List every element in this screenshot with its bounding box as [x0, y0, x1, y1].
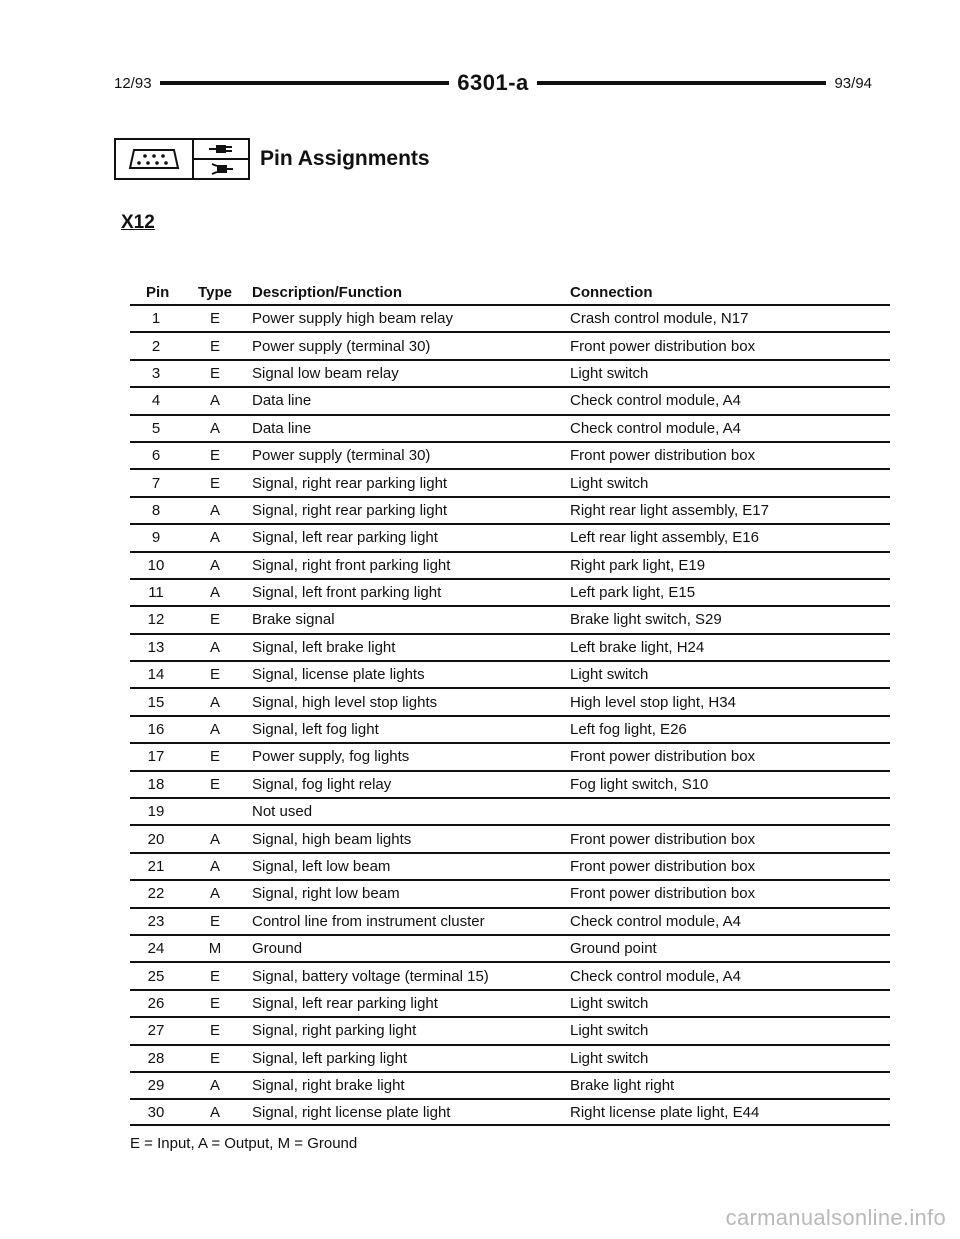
type-cell: A [209, 501, 220, 519]
type-cell: E [209, 748, 220, 766]
connection-cell: Left rear light assembly, E16 [570, 529, 759, 547]
table-row [130, 468, 890, 495]
connection-cell: Left fog light, E26 [570, 721, 687, 739]
column-header-connection: Connection [570, 283, 653, 301]
description-cell: Signal, right low beam [252, 885, 400, 903]
connection-cell: Check control module, A4 [570, 912, 741, 930]
connection-cell: Light switch [570, 994, 649, 1012]
connection-cell: Check control module, A4 [570, 967, 741, 985]
type-cell: A [209, 830, 220, 848]
connection-cell: Fog light switch, S10 [570, 775, 709, 793]
pin-cell: 28 [147, 1049, 165, 1067]
table-row [130, 1098, 890, 1125]
header-date-left: 12/93 [114, 74, 152, 92]
pin-cell: 16 [147, 721, 165, 739]
description-cell: Data line [252, 419, 312, 437]
pin-cell: 27 [147, 1022, 165, 1040]
description-cell: Signal low beam relay [252, 364, 399, 382]
type-cell: A [209, 392, 220, 410]
description-cell: Control line from instrument cluster [252, 912, 485, 930]
connection-cell: Light switch [570, 364, 649, 382]
type-cell: E [209, 611, 220, 629]
table-body [130, 304, 890, 1126]
connection-cell: Right license plate light, E44 [570, 1103, 760, 1121]
pin-table [130, 280, 890, 1126]
type-cell: E [209, 364, 220, 382]
type-cell: A [209, 858, 220, 875]
type-cell: E [209, 994, 220, 1012]
description-cell: Signal, high beam lights [252, 830, 412, 848]
description-cell: Signal, right brake light [252, 1077, 405, 1095]
connection-cell: Front power distribution box [570, 337, 756, 355]
pin-cell: 5 [151, 419, 161, 437]
pin-cell: 23 [147, 912, 165, 930]
table-row [130, 386, 890, 413]
connection-cell: Right rear light assembly, E17 [570, 501, 769, 519]
connection-cell: Front power distribution box [570, 885, 756, 903]
type-cell: A [209, 556, 220, 574]
description-cell: Power supply (terminal 30) [252, 337, 431, 355]
connector-pins-icon [116, 140, 194, 178]
column-header-type: Type [198, 283, 232, 301]
table-row [130, 797, 890, 824]
pin-cell: 17 [147, 748, 165, 766]
pin-assignment-icon-box [114, 138, 250, 180]
table-row [130, 1044, 890, 1071]
description-cell: Signal, left brake light [252, 638, 396, 656]
type-legend: E = Input, A = Output, M = Ground [130, 1135, 358, 1152]
type-cell: E [209, 337, 220, 355]
connection-cell: High level stop light, H34 [570, 693, 736, 711]
pin-cell: 20 [147, 830, 165, 848]
table-row [130, 359, 890, 386]
description-cell: Power supply, fog lights [252, 748, 410, 766]
description-cell: Power supply high beam relay [252, 310, 453, 328]
connection-cell: Crash control module, N17 [570, 310, 749, 328]
description-cell: Ground [252, 940, 303, 958]
table-row [130, 441, 890, 468]
description-cell: Signal, left low beam [252, 858, 391, 875]
connection-cell: Front power distribution box [570, 830, 756, 848]
pin-cell: 29 [147, 1077, 165, 1095]
pin-cell: 8 [151, 501, 161, 519]
description-cell: Signal, license plate lights [252, 666, 425, 684]
table-header [130, 280, 890, 304]
pin-cell: 1 [151, 310, 161, 328]
pin-cell: 3 [151, 364, 161, 382]
table-row [130, 961, 890, 988]
header-rule-left [160, 81, 450, 85]
table-row [130, 660, 890, 687]
description-cell: Brake signal [252, 611, 335, 629]
connection-cell: Ground point [570, 940, 657, 958]
column-header-description: Description/Function [252, 283, 402, 301]
type-cell: A [209, 693, 220, 711]
type-cell: E [209, 447, 220, 465]
connection-cell: Light switch [570, 1049, 649, 1067]
type-cell: E [209, 666, 220, 684]
page-title: Pin Assignments [260, 147, 430, 170]
connection-cell: Light switch [570, 474, 649, 492]
pin-cell: 21 [147, 858, 165, 875]
pin-cell: 14 [147, 666, 165, 684]
pin-cell: 24 [147, 940, 165, 958]
pin-cell: 30 [147, 1103, 165, 1121]
description-cell: Signal, left rear parking light [252, 529, 438, 547]
pin-cell: 19 [147, 803, 165, 821]
description-cell: Signal, right parking light [252, 1022, 417, 1040]
table-row [130, 715, 890, 742]
connection-cell: Left park light, E15 [570, 584, 696, 602]
connection-cell: Front power distribution box [570, 447, 756, 465]
table-row [130, 578, 890, 605]
description-cell: Data line [252, 392, 312, 410]
description-cell: Signal, high level stop lights [252, 693, 438, 711]
connection-cell: Light switch [570, 666, 649, 684]
type-cell: A [209, 1077, 220, 1095]
type-cell: E [209, 474, 220, 492]
description-cell: Signal, right rear parking light [252, 501, 448, 519]
type-cell: A [209, 638, 220, 656]
header-rule-right [537, 81, 827, 85]
description-cell: Power supply (terminal 30) [252, 447, 431, 465]
pin-cell: 4 [151, 392, 161, 410]
pin-cell: 26 [147, 994, 165, 1012]
page-header [114, 66, 872, 100]
pin-cell: 22 [147, 885, 165, 903]
table-row [130, 879, 890, 906]
table-row [130, 304, 890, 331]
type-cell: A [209, 584, 220, 602]
pin-cell: 2 [151, 337, 161, 355]
table-row [130, 633, 890, 660]
description-cell: Signal, left parking light [252, 1049, 408, 1067]
description-cell: Signal, right license plate light [252, 1103, 451, 1121]
type-cell: A [209, 419, 220, 437]
connection-cell: Check control module, A4 [570, 419, 741, 437]
table-row [130, 742, 890, 769]
table-row [130, 523, 890, 550]
column-header-pin: Pin [146, 283, 170, 301]
connection-cell: Right park light, E19 [570, 556, 706, 574]
watermark: carmanualsonline.info [725, 1205, 946, 1230]
table-row [130, 824, 890, 851]
description-cell: Signal, right rear parking light [252, 474, 448, 492]
type-cell: A [209, 1103, 220, 1121]
type-cell: A [209, 529, 220, 547]
description-cell: Signal, left rear parking light [252, 994, 438, 1012]
description-cell: Signal, fog light relay [252, 775, 392, 793]
table-row [130, 770, 890, 797]
connector-label: X12 [121, 212, 155, 233]
table-row [130, 907, 890, 934]
pin-cell: 25 [147, 967, 165, 985]
table-row [130, 989, 890, 1016]
table-row [130, 687, 890, 714]
pin-cell: 12 [147, 611, 165, 629]
table-row [130, 934, 890, 961]
type-cell: E [209, 1049, 220, 1067]
pin-cell: 15 [147, 693, 165, 711]
description-cell: Signal, left fog light [252, 721, 379, 739]
type-cell: E [209, 1022, 220, 1040]
connection-cell: Front power distribution box [570, 858, 756, 875]
description-cell: Not used [252, 803, 313, 821]
pin-cell: 6 [151, 447, 161, 465]
pin-cell: 18 [147, 775, 165, 793]
table-row [130, 852, 890, 879]
type-cell: A [209, 721, 220, 739]
type-cell: E [209, 967, 220, 985]
connection-cell: Brake light right [570, 1077, 675, 1095]
header-section-code: 6301-a [457, 70, 529, 95]
title-row [114, 136, 430, 182]
plug-socket-icon [194, 140, 248, 178]
type-cell: A [209, 885, 220, 903]
table-row [130, 551, 890, 578]
table-row [130, 1016, 890, 1043]
table-row [130, 1071, 890, 1098]
connection-cell: Light switch [570, 1022, 649, 1040]
pin-cell: 9 [151, 529, 161, 547]
connection-cell: Check control module, A4 [570, 392, 741, 410]
connection-cell: Brake light switch, S29 [570, 611, 722, 629]
description-cell: Signal, right front parking light [252, 556, 451, 574]
connection-cell: Left brake light, H24 [570, 638, 705, 656]
type-cell: E [209, 310, 220, 328]
table-row [130, 414, 890, 441]
pin-cell: 10 [147, 556, 165, 574]
connection-cell: Front power distribution box [570, 748, 756, 766]
pin-cell: 7 [151, 474, 161, 492]
table-row [130, 496, 890, 523]
description-cell: Signal, battery voltage (terminal 15) [252, 967, 489, 985]
header-date-right: 93/94 [834, 74, 873, 92]
table-row [130, 331, 890, 358]
type-cell: E [209, 775, 220, 793]
description-cell: Signal, left front parking light [252, 584, 442, 602]
type-cell: E [209, 912, 220, 930]
type-cell: M [208, 940, 222, 958]
table-row [130, 605, 890, 632]
pin-cell: 13 [147, 638, 165, 656]
pin-cell: 11 [148, 584, 164, 602]
